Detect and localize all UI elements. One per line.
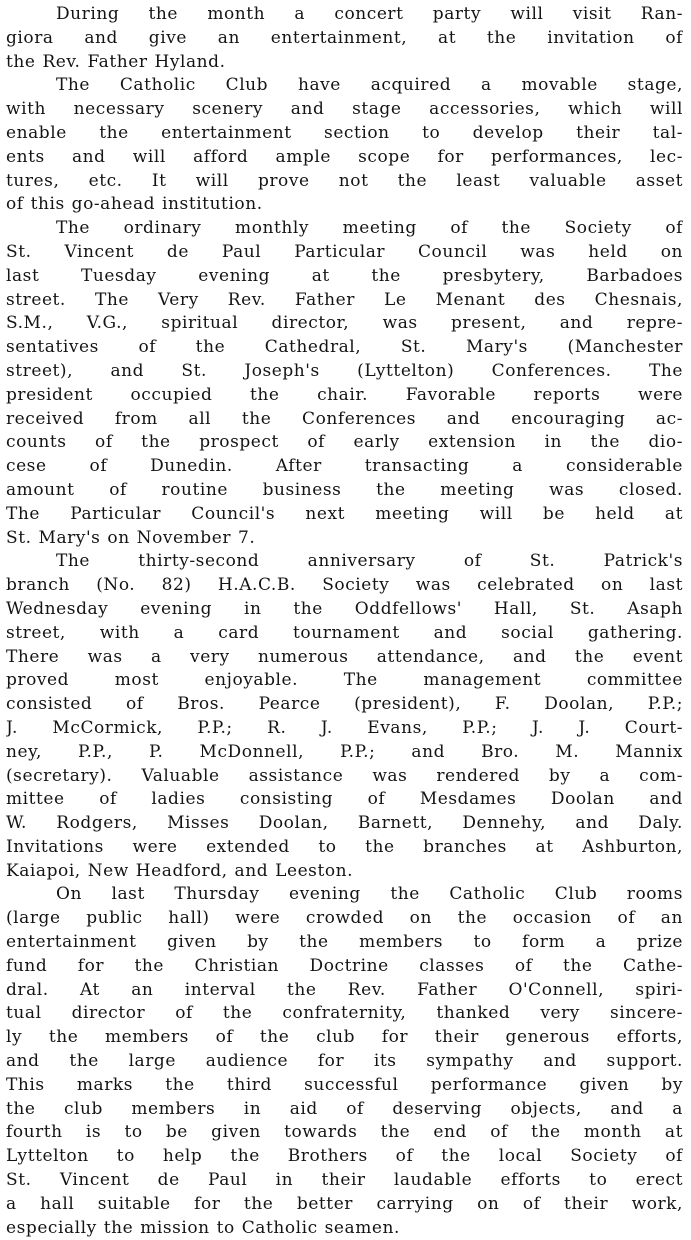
text-line: with necessary scenery and stage accessories, which will: [6, 99, 683, 120]
text-line: fourth is to be given towards the end of the month at: [6, 1122, 683, 1143]
text-line: consisted of Bros. Pearce (president), F. Doolan, P.P.;: [6, 694, 683, 715]
text-line: and the large audience for its sympathy and support.: [6, 1051, 683, 1072]
text-line: mittee of ladies consisting of Mesdames Doolan and: [6, 789, 683, 810]
paragraph-catholic-club-stage: [6, 74, 683, 217]
text-line: The thirty-second anniversary of St. Patrick's: [56, 551, 683, 572]
text-line: ney, P.P., P. McDonnell, P.P.; and Bro. M. Mannix: [6, 741, 683, 762]
text-line: There was a very numerous attendance, and the event: [6, 646, 683, 667]
text-line: J. McCormick, P.P.; R. J. Evans, P.P.; J. J. Court-: [6, 717, 683, 738]
text-line: street. The Very Rev. Father Le Menant des Chesnais,: [6, 289, 683, 310]
text-line: This marks the third successful performance given by: [6, 1074, 683, 1095]
text-line: counts of the prospect of early extension in the dio-: [6, 432, 683, 453]
text-line: branch (No. 82) H.A.C.B. Society was celebrated on last: [6, 575, 683, 596]
text-line: the club members in aid of deserving objects, and a: [6, 1098, 683, 1119]
paragraph-catholic-club-entertainment: [6, 883, 683, 1240]
text-line: street, with a card tournament and social gathering.: [6, 622, 683, 643]
text-line: ly the members of the club for their generous efforts,: [6, 1027, 683, 1048]
text-line: (large public hall) were crowded on the occasion of an: [6, 908, 683, 929]
text-line: enable the entertainment section to develop their tal-: [6, 122, 683, 143]
paragraph-hacb-anniversary: [6, 550, 683, 883]
text-line: The ordinary monthly meeting of the Society of: [56, 218, 683, 239]
text-line: received from all the Conferences and encouraging ac-: [6, 408, 683, 429]
text-line: especially the mission to Catholic seamen.: [6, 1217, 400, 1238]
text-line: Invitations were extended to the branches at Ashburton,: [6, 836, 683, 857]
text-line: giora and give an entertainment, at the invitation of: [6, 27, 683, 48]
text-line: proved most enjoyable. The management committee: [6, 670, 683, 691]
text-line: dral. At an interval the Rev. Father O'Connell, spiri-: [6, 979, 683, 1000]
paragraph-concert-party: [6, 3, 683, 74]
text-line: St. Mary's on November 7.: [6, 527, 256, 548]
text-line: the Rev. Father Hyland.: [6, 51, 226, 72]
text-line: sentatives of the Cathedral, St. Mary's (Manchester: [6, 337, 683, 358]
text-line: ents and will afford ample scope for performances, lec-: [6, 146, 683, 167]
text-line: W. Rodgers, Misses Doolan, Barnett, Dennehy, and Daly.: [6, 813, 683, 834]
text-line: During the month a concert party will visit Ran-: [56, 4, 683, 24]
text-line: cese of Dunedin. After transacting a considerable: [6, 456, 683, 477]
text-line: last Tuesday evening at the presbytery, Barbadoes: [6, 265, 683, 286]
text-line: (secretary). Valuable assistance was rendered by a com-: [6, 765, 683, 786]
text-line: Kaiapoi, New Headford, and Leeston.: [6, 860, 354, 881]
text-line: S.M., V.G., spiritual director, was present, and repre-: [6, 313, 683, 334]
text-line: Lyttelton to help the Brothers of the local Society of: [6, 1146, 683, 1167]
text-line: St. Vincent de Paul Particular Council was held on: [6, 241, 683, 262]
text-line: street), and St. Joseph's (Lyttelton) Conferences. The: [6, 360, 683, 381]
text-line: fund for the Christian Doctrine classes of the Cathe-: [6, 955, 683, 976]
text-line: president occupied the chair. Favorable reports were: [6, 384, 683, 405]
text-line: of this go-ahead institution.: [6, 194, 263, 215]
text-line: entertainment given by the members to form a prize: [6, 932, 683, 953]
text-line: tures, etc. It will prove not the least valuable asset: [6, 170, 683, 191]
text-line: Wednesday evening in the Oddfellows' Hall, St. Asaph: [6, 598, 683, 619]
text-line: The Catholic Club have acquired a movable stage,: [56, 75, 683, 96]
text-line: amount of routine business the meeting was closed.: [6, 479, 683, 500]
text-line: a hall suitable for the better carrying on of their work,: [6, 1193, 683, 1214]
text-line: On last Thursday evening the Catholic Club rooms: [56, 884, 683, 905]
text-line: St. Vincent de Paul in their laudable efforts to erect: [6, 1170, 683, 1191]
paragraph-st-vincent-de-paul: [6, 217, 683, 550]
text-line: tual director of the confraternity, thanked very sincere-: [6, 1003, 683, 1024]
text-line: The Particular Council's next meeting will be held at: [6, 503, 683, 524]
